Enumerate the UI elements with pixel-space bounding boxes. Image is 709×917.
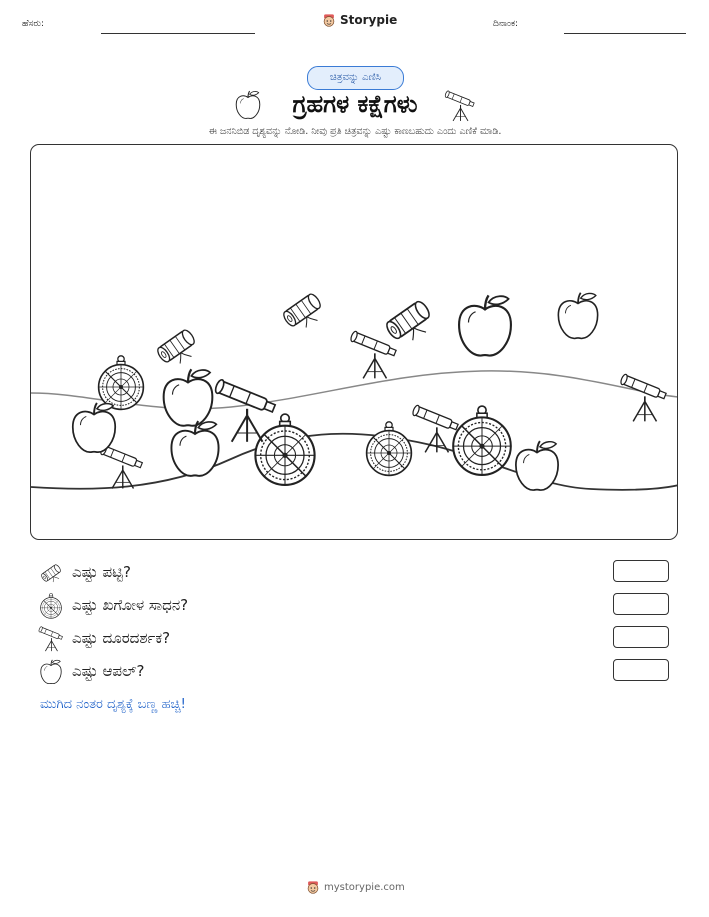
date-label: ದಿನಾಂಕ:	[493, 19, 519, 29]
name-label: ಹೆಸರು:	[22, 19, 45, 29]
astrolabe-icon	[255, 414, 314, 485]
scene-drawing	[31, 145, 678, 540]
apple-icon	[171, 421, 218, 476]
mascot-icon	[322, 13, 336, 27]
scroll-icon	[156, 328, 202, 371]
answer-box-telescope[interactable]	[613, 626, 669, 648]
telescope-icon	[620, 374, 667, 422]
astrolabe-icon	[367, 422, 412, 476]
scroll-icon	[282, 292, 328, 335]
question-row-apple	[38, 659, 672, 687]
apple-icon	[38, 659, 64, 685]
answer-box-scroll[interactable]	[613, 560, 669, 582]
question-text: ಎಷ್ಟು ಖಗೋಳ ಸಾಧನ?	[72, 596, 189, 614]
question-row-telescope	[38, 626, 672, 654]
instructions-text: ಈ ಜನನಿಬಿಡ ದೃಶ್ಯವನ್ನು ನೋಡಿ. ನೀವು ಪ್ರತಿ ಚಿತ್ರವನ್ನು ಎಷ್ಟು ಕಾಣಬಹುದು ಎಂದು ಎಣಿಕೆ ಮಾಡಿ.	[208, 126, 502, 137]
site-url[interactable]: mystorypie.com	[324, 881, 405, 893]
apple-icon	[459, 295, 511, 355]
scroll-icon	[38, 560, 64, 586]
apple-icon	[73, 403, 115, 452]
telescope-icon	[350, 331, 397, 379]
page-title: ಗ್ರಹಗಳ ಕಕ್ಷೆಗಳು	[292, 90, 418, 118]
question-text: ಎಷ್ಟು ದೂರದರ್ಶಕ?	[72, 629, 171, 647]
telescope-icon	[38, 626, 64, 652]
brand-logo	[322, 13, 397, 27]
title-telescope-icon	[444, 90, 476, 122]
astrolabe-icon	[99, 356, 144, 410]
apple-icon	[558, 293, 597, 339]
question-row-astrolabe	[38, 593, 672, 621]
activity-badge: ಚಿತ್ರವನ್ನು ಎಣಿಸಿ	[307, 66, 404, 90]
question-row-scroll	[38, 560, 672, 588]
scroll-icon	[384, 299, 438, 349]
question-text: ಎಷ್ಟು ಪಟ್ಟಿ?	[72, 563, 131, 581]
name-field[interactable]	[101, 33, 255, 34]
apple-icon	[164, 369, 213, 426]
date-field[interactable]	[564, 33, 686, 34]
astrolabe-icon	[38, 593, 64, 619]
title-apple-icon	[234, 90, 262, 120]
answer-box-astrolabe[interactable]	[613, 593, 669, 615]
question-text: ಎಷ್ಟು ಆಪಲ್?	[72, 662, 145, 680]
site-footer	[306, 880, 405, 894]
telescope-icon	[100, 444, 144, 488]
brand-name: Storypie	[340, 13, 398, 27]
astrolabe-icon	[453, 406, 511, 475]
mascot-icon	[306, 880, 320, 894]
counting-scene	[30, 144, 678, 540]
coloring-instruction: ಮುಗಿದ ನಂತರ ದೃಶ್ಯಕ್ಕೆ ಬಣ್ಣ ಹಚ್ಚಿ!	[40, 697, 186, 712]
answer-box-apple[interactable]	[613, 659, 669, 681]
apple-icon	[516, 441, 558, 490]
